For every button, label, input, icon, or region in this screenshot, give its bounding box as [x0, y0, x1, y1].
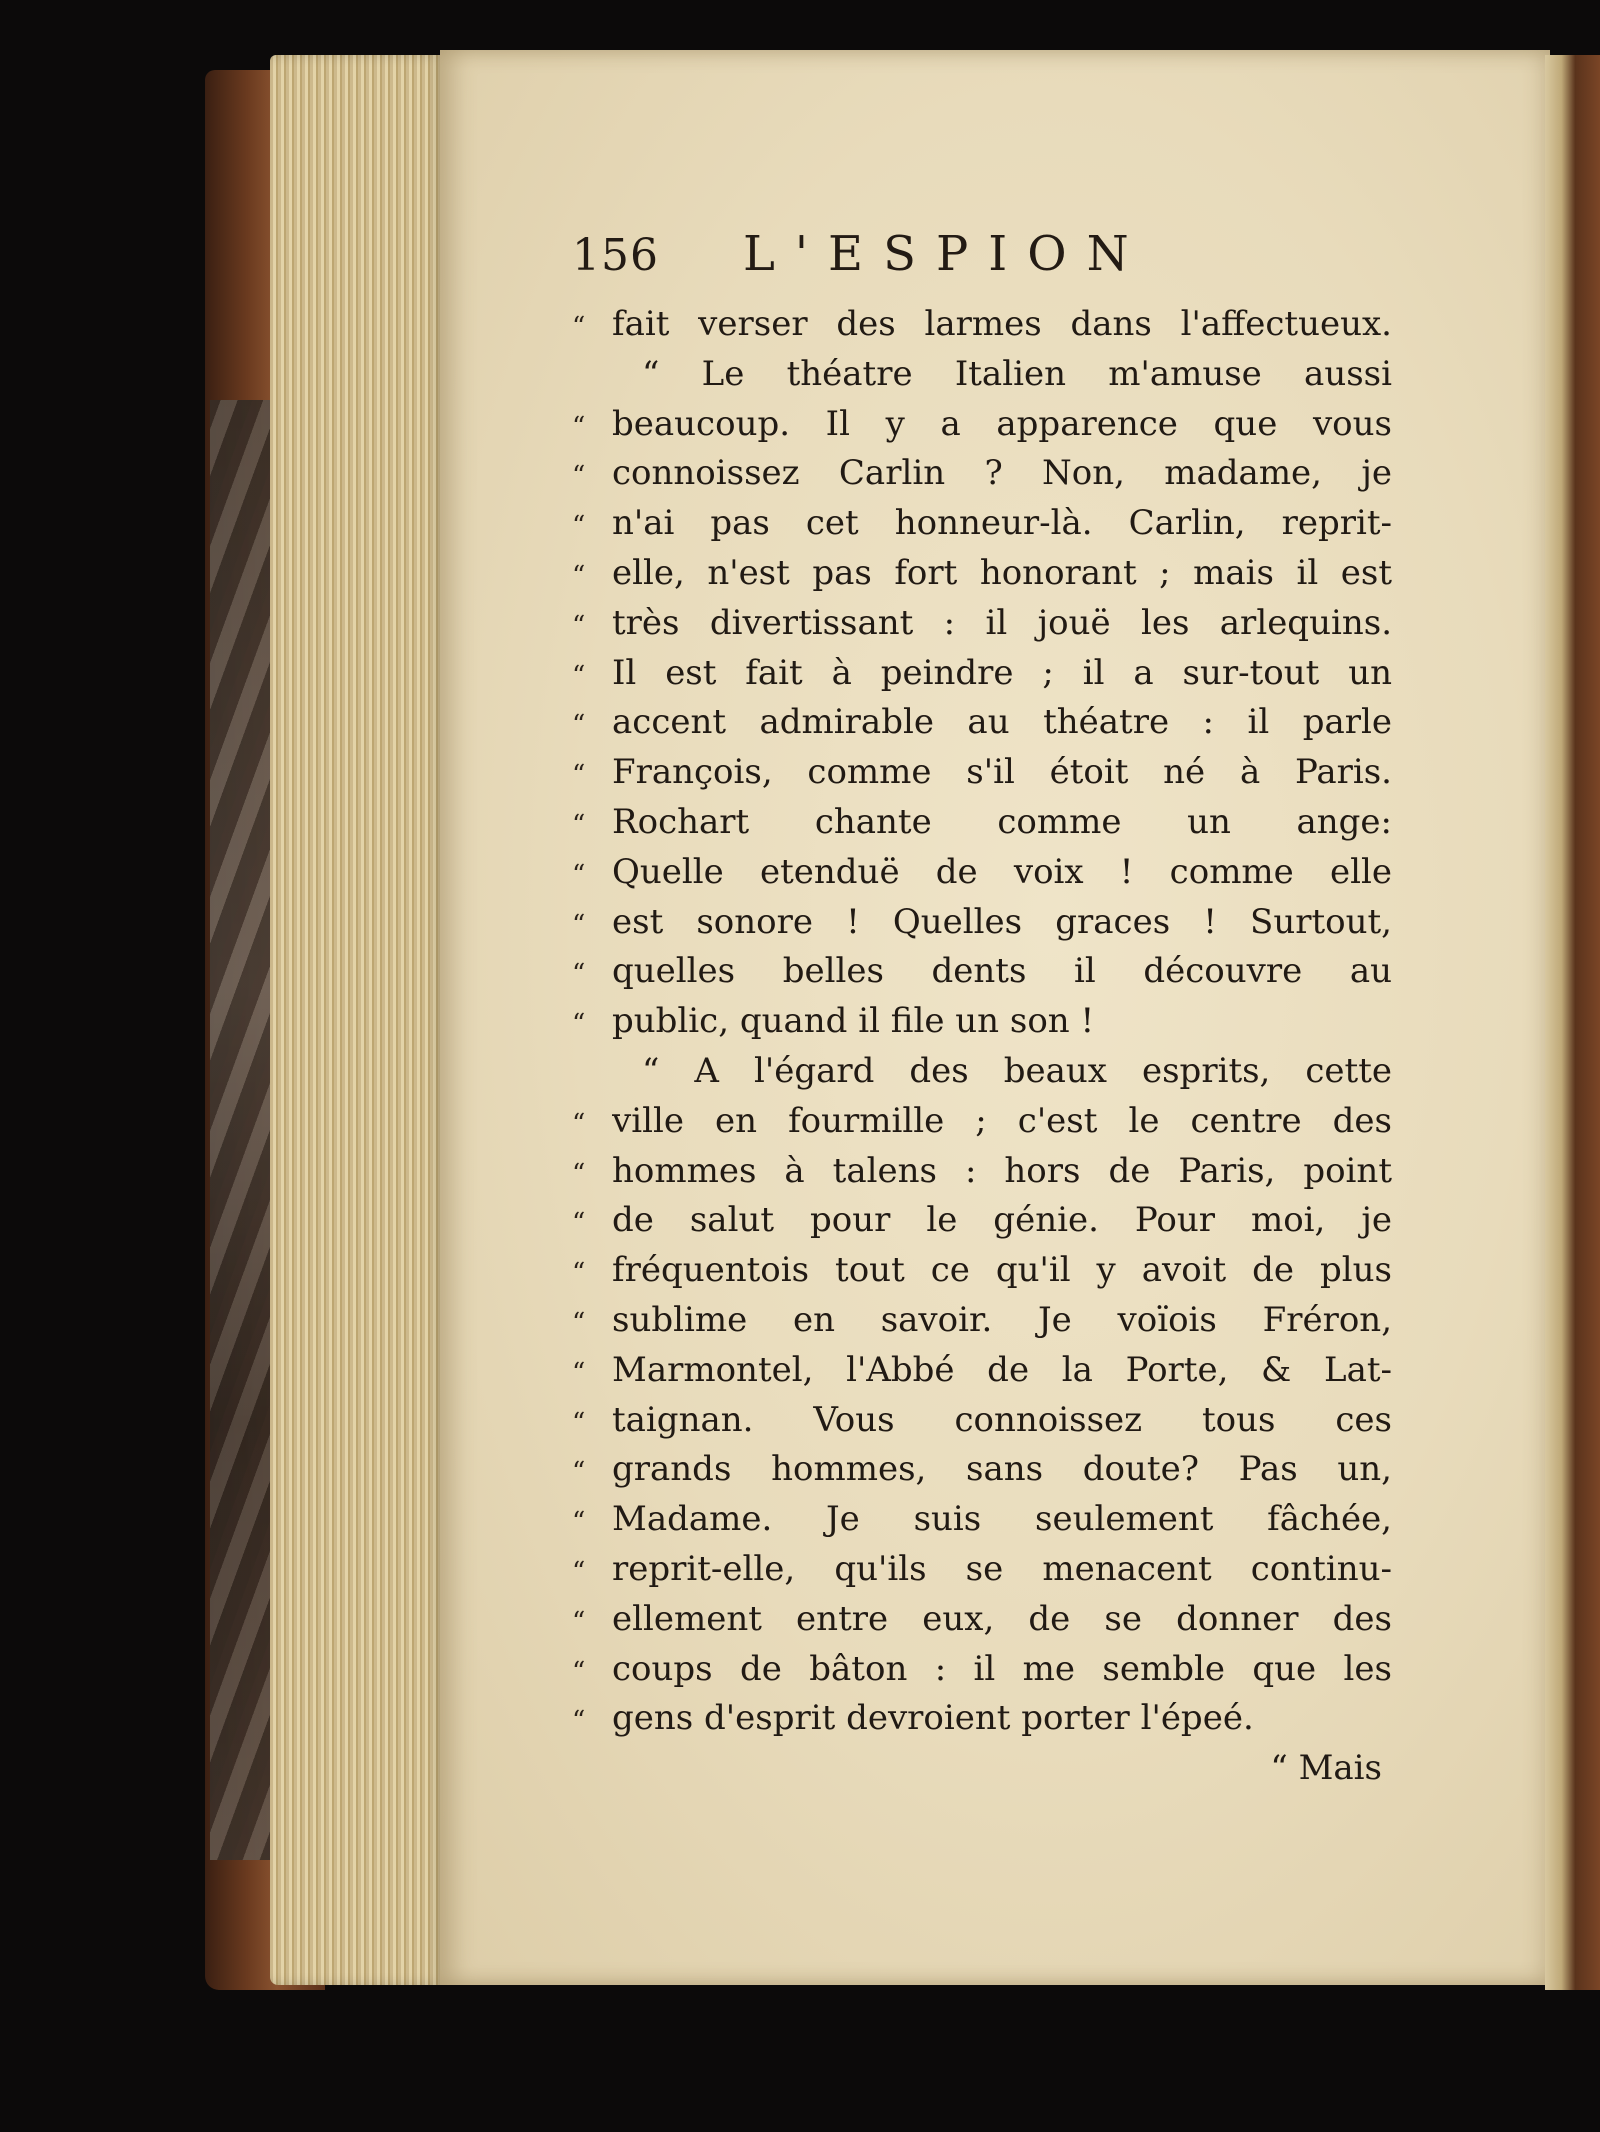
text-line — [572, 1595, 1392, 1645]
quote-mark: “ — [572, 1606, 586, 1637]
running-head — [572, 226, 1372, 296]
quote-mark: “ — [572, 1457, 586, 1488]
text-line — [572, 798, 1392, 848]
line-text: sublime en savoir. Je voïois Fréron, — [612, 1299, 1392, 1340]
text-line — [572, 350, 1392, 400]
line-text: elle, n'est pas fort honorant ; mais il est — [612, 552, 1392, 593]
line-text: “ A l'égard des beaux esprits, cette — [642, 1050, 1392, 1091]
text-line — [572, 300, 1392, 350]
quote-mark: “ — [572, 1208, 586, 1239]
text-line — [572, 1445, 1392, 1495]
quote-mark: “ — [572, 909, 586, 940]
text-line — [572, 748, 1392, 798]
text-line — [572, 1296, 1392, 1346]
quote-mark: “ — [572, 1158, 586, 1189]
line-text: Marmontel, l'Abbé de la Porte, & Lat- — [612, 1349, 1392, 1390]
line-text: gens d'esprit devroient porter l'épeé. — [612, 1698, 1254, 1739]
text-line — [572, 1196, 1392, 1246]
right-page-edge — [1545, 55, 1600, 1990]
text-line — [572, 1147, 1392, 1197]
text-block — [572, 300, 1392, 1794]
line-text: est sonore ! Quelles graces ! Surtout, — [612, 901, 1392, 942]
quote-mark: “ — [572, 1108, 586, 1139]
quote-mark: “ — [572, 760, 586, 791]
line-text: coups de bâton : il me semble que les — [612, 1648, 1392, 1689]
quote-mark: “ — [572, 809, 586, 840]
quote-mark: “ — [572, 710, 586, 741]
line-text: ellement entre eux, de se donner des — [612, 1598, 1392, 1639]
text-line — [572, 449, 1392, 499]
line-text: ville en fourmille ; c'est le centre des — [612, 1100, 1392, 1141]
text-line — [572, 1495, 1392, 1545]
quote-mark: “ — [572, 1706, 586, 1737]
line-text: public, quand il file un son ! — [612, 1001, 1095, 1042]
catchword: “ Mais — [1270, 1748, 1382, 1789]
quote-mark: “ — [572, 1357, 586, 1388]
line-text: hommes à talens : hors de Paris, point — [612, 1150, 1392, 1191]
running-title: L'ESPION — [742, 226, 1149, 282]
quote-mark: “ — [572, 1556, 586, 1587]
text-line — [572, 1645, 1392, 1695]
text-line — [572, 649, 1392, 699]
text-line — [572, 1545, 1392, 1595]
text-line — [572, 1047, 1392, 1097]
quote-mark: “ — [572, 610, 586, 641]
line-text: Il est fait à peindre ; il a sur-tout un — [612, 652, 1392, 693]
line-text: très divertissant : il jouë les arlequins. — [612, 602, 1392, 643]
text-line — [572, 499, 1392, 549]
quote-mark: “ — [572, 660, 586, 691]
catchword-line — [572, 1744, 1392, 1794]
quote-mark: “ — [572, 1507, 586, 1538]
quote-mark: “ — [572, 1407, 586, 1438]
quote-mark: “ — [572, 1307, 586, 1338]
text-line — [572, 1097, 1392, 1147]
text-line — [572, 698, 1392, 748]
text-line — [572, 549, 1392, 599]
line-text: grands hommes, sans doute? Pas un, — [612, 1449, 1392, 1490]
line-text: de salut pour le génie. Pour moi, je — [612, 1200, 1392, 1241]
quote-mark: “ — [572, 1258, 586, 1289]
text-line — [572, 599, 1392, 649]
line-text: beaucoup. Il y a apparence que vous — [612, 403, 1392, 444]
quote-mark: “ — [572, 1656, 586, 1687]
text-line — [572, 1246, 1392, 1296]
text-line — [572, 947, 1392, 997]
line-text: Quelle etenduë de voix ! comme elle — [612, 851, 1392, 892]
line-text: fréquentois tout ce qu'il y avoit de plus — [612, 1250, 1392, 1291]
page-number: 156 — [572, 230, 659, 281]
text-line — [572, 848, 1392, 898]
text-line — [572, 997, 1392, 1047]
quote-mark: “ — [572, 411, 586, 442]
quote-mark: “ — [572, 312, 586, 342]
line-text: “ Le théatre Italien m'amuse aussi — [642, 353, 1392, 394]
line-text: connoissez Carlin ? Non, madame, je — [612, 453, 1392, 494]
quote-mark: “ — [572, 461, 586, 492]
text-line — [572, 400, 1392, 450]
text-line — [572, 1346, 1392, 1396]
line-text: quelles belles dents il découvre au — [612, 951, 1392, 992]
line-text: reprit-elle, qu'ils se menacent continu- — [612, 1548, 1392, 1589]
text-line — [572, 1396, 1392, 1446]
text-line — [572, 1694, 1392, 1744]
line-text: accent admirable au théatre : il parle — [612, 702, 1392, 743]
quote-mark: “ — [572, 959, 586, 990]
quote-mark: “ — [572, 511, 586, 542]
quote-mark: “ — [572, 1009, 586, 1040]
line-text: taignan. Vous connoissez tous ces — [612, 1399, 1392, 1440]
line-text: fait verser des larmes dans l'affectueux. — [612, 304, 1392, 344]
text-line — [572, 898, 1392, 948]
quote-mark: “ — [572, 859, 586, 890]
line-text: n'ai pas cet honneur-là. Carlin, reprit- — [612, 503, 1392, 544]
line-text: François, comme s'il étoit né à Paris. — [612, 752, 1392, 793]
line-text: Rochart chante comme un ange: — [612, 801, 1392, 842]
page-edges — [270, 55, 445, 1985]
quote-mark: “ — [572, 560, 586, 591]
line-text: Madame. Je suis seulement fâchée, — [612, 1499, 1392, 1540]
